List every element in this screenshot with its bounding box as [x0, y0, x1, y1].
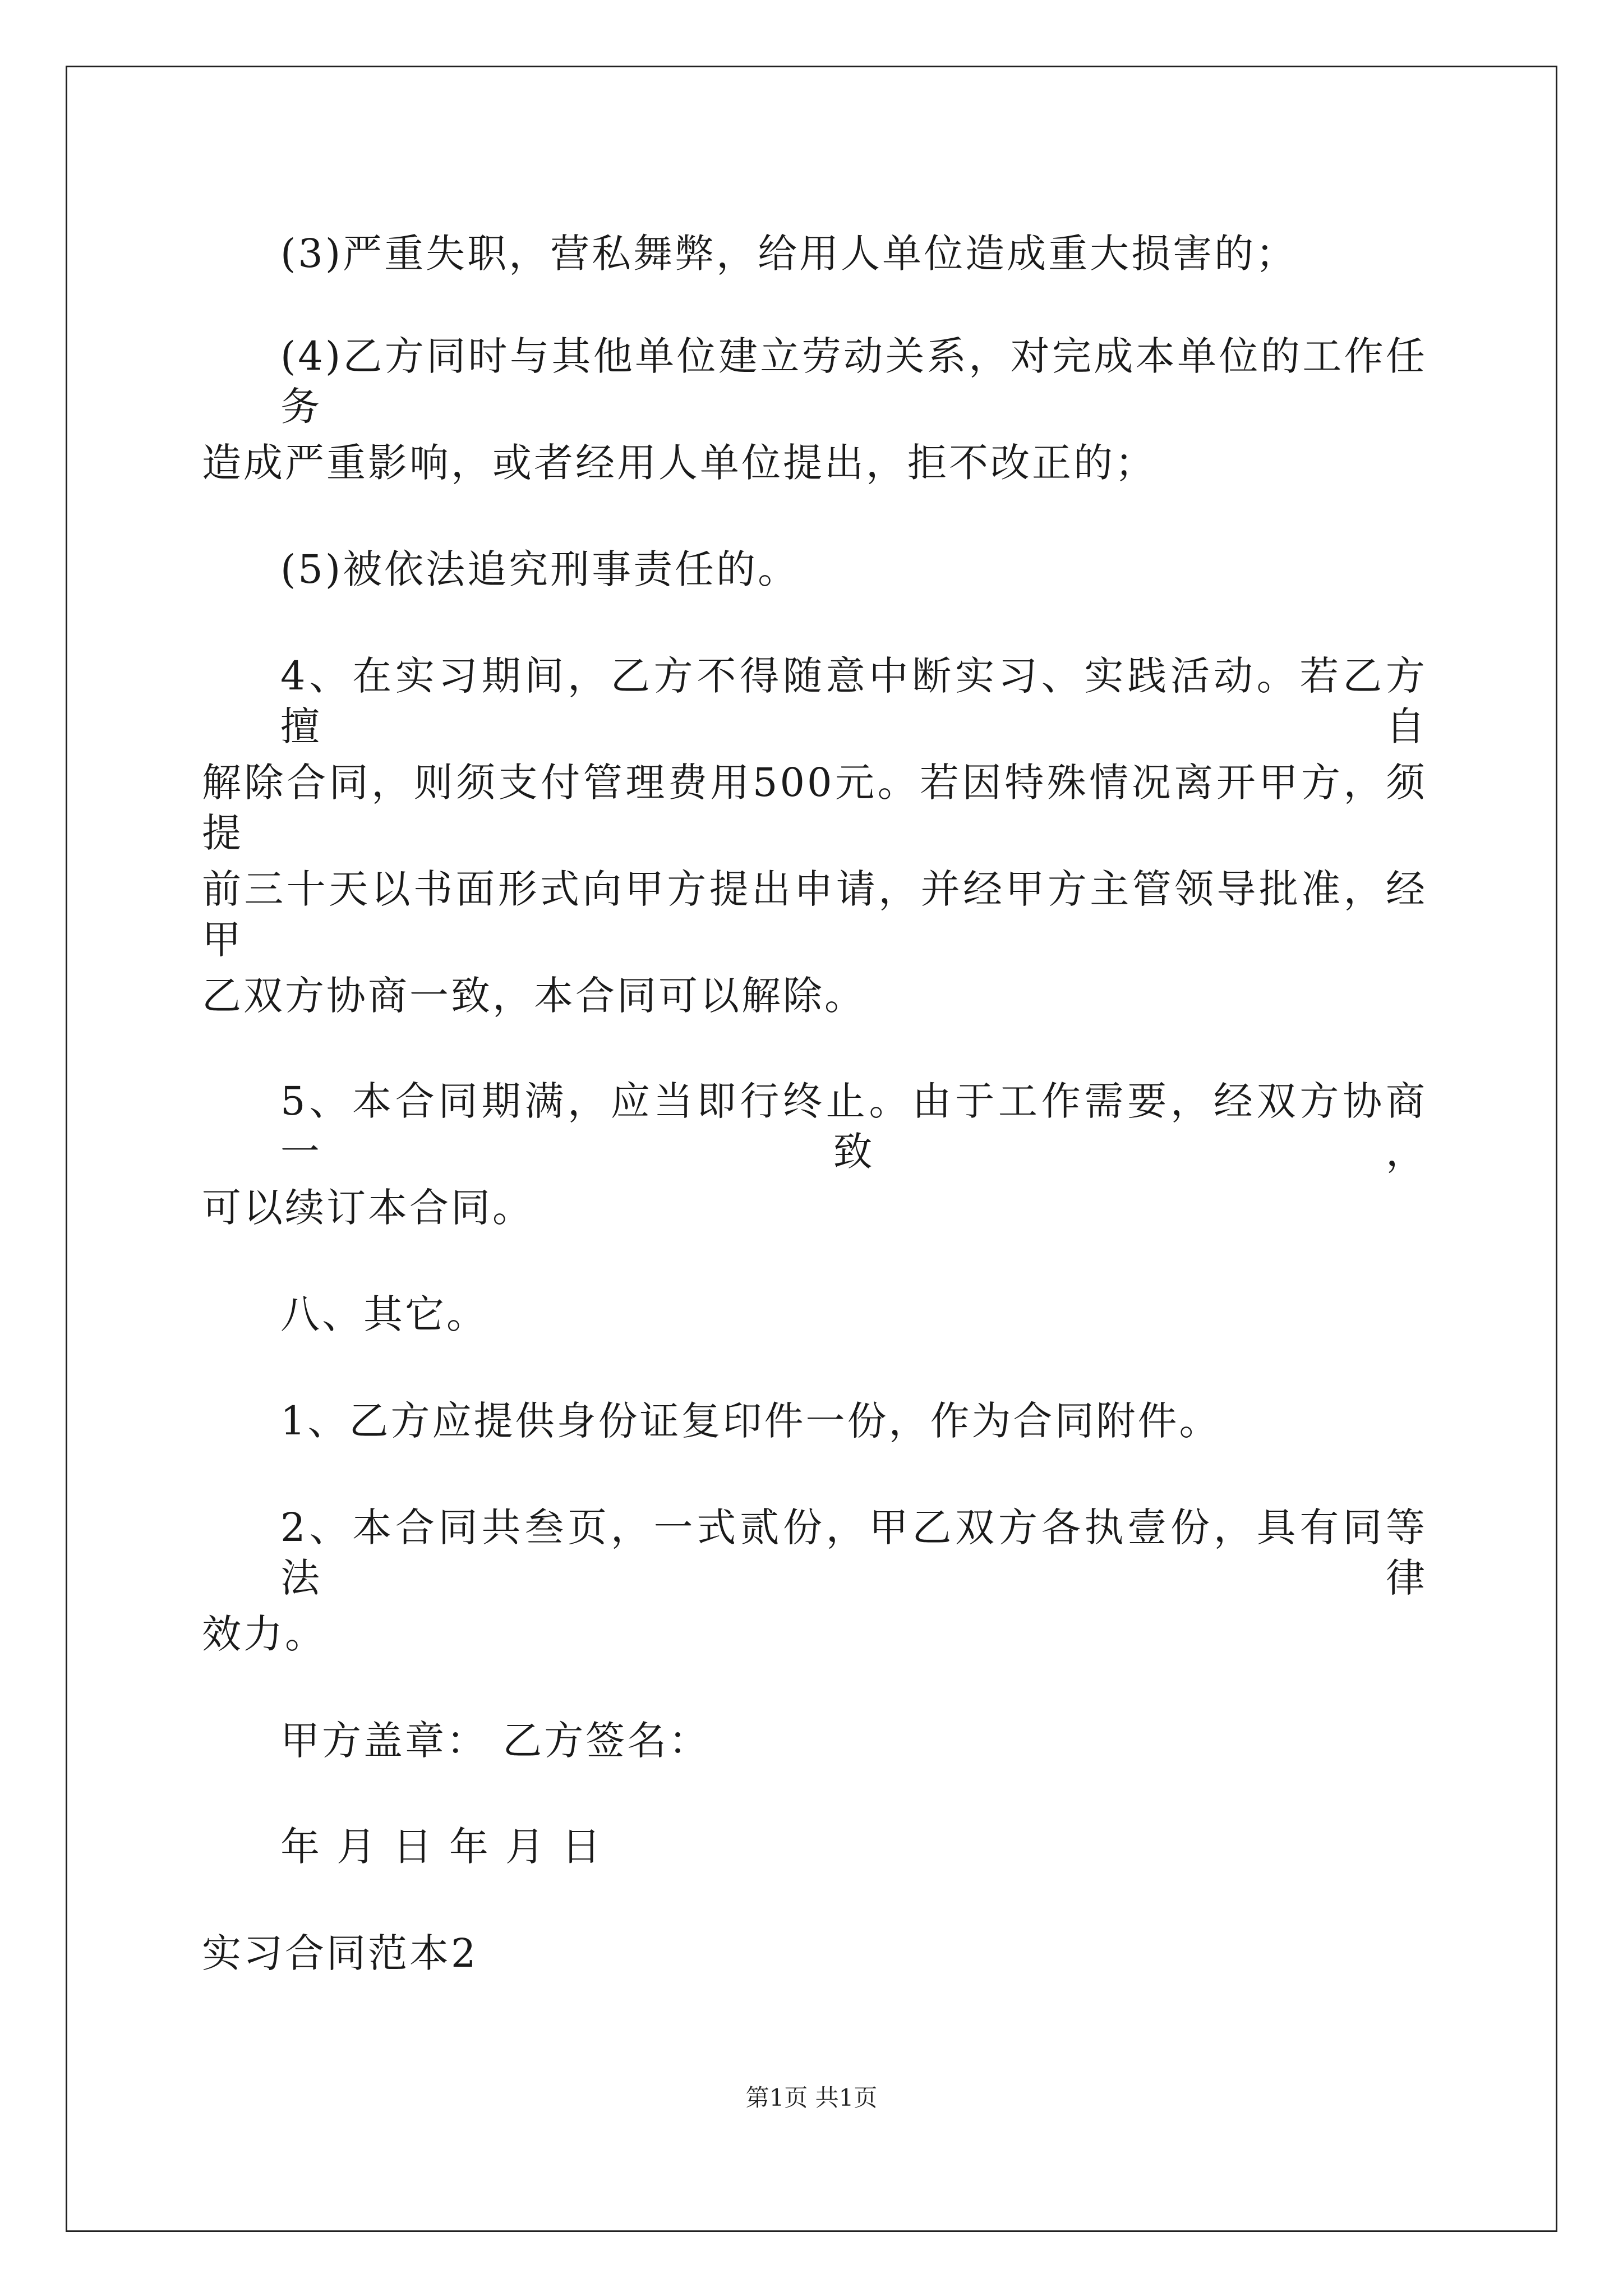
text-line: (4)乙方同时与其他单位建立劳动关系，对完成本单位的工作任务 — [280, 333, 1427, 430]
text-line: 5、本合同期满，应当即行终止。由于工作需要，经双方协商一致， — [280, 1078, 1427, 1175]
text-line: 八、其它。 — [280, 1291, 488, 1337]
section-heading: 实习合同范本2 — [202, 1930, 478, 1976]
date-line: 年 月 日 年 月 日 — [280, 1824, 603, 1870]
text-line: (3)严重失职，营私舞弊，给用人单位造成重大损害的； — [280, 231, 1298, 277]
text-line: 乙双方协商一致，本合同可以解除。 — [202, 973, 866, 1019]
text-line: (5)被依法追究刑事责任的。 — [280, 546, 800, 592]
text-line: 4、在实习期间，乙方不得随意中断实习、实践活动。若乙方擅自 — [280, 653, 1427, 749]
text-line: 可以续订本合同。 — [202, 1185, 534, 1231]
text-line: 效力。 — [202, 1611, 326, 1657]
signature-line: 甲方盖章： 乙方签名： — [280, 1718, 711, 1764]
text-line: 前三十天以书面形式向甲方提出申请，并经甲方主管领导批准，经甲 — [202, 866, 1427, 963]
text-line: 1、乙方应提供身份证复印件一份，作为合同附件。 — [280, 1398, 1221, 1444]
text-line: 解除合同，则须支付管理费用500元。若因特殊情况离开甲方，须提 — [202, 760, 1427, 856]
text-line: 2、本合同共叁页，一式贰份，甲乙双方各执壹份，具有同等法律 — [280, 1504, 1427, 1601]
page-footer: 第1页 共1页 — [745, 2084, 878, 2111]
text-line: 造成严重影响，或者经用人单位提出，拒不改正的； — [202, 440, 1156, 486]
